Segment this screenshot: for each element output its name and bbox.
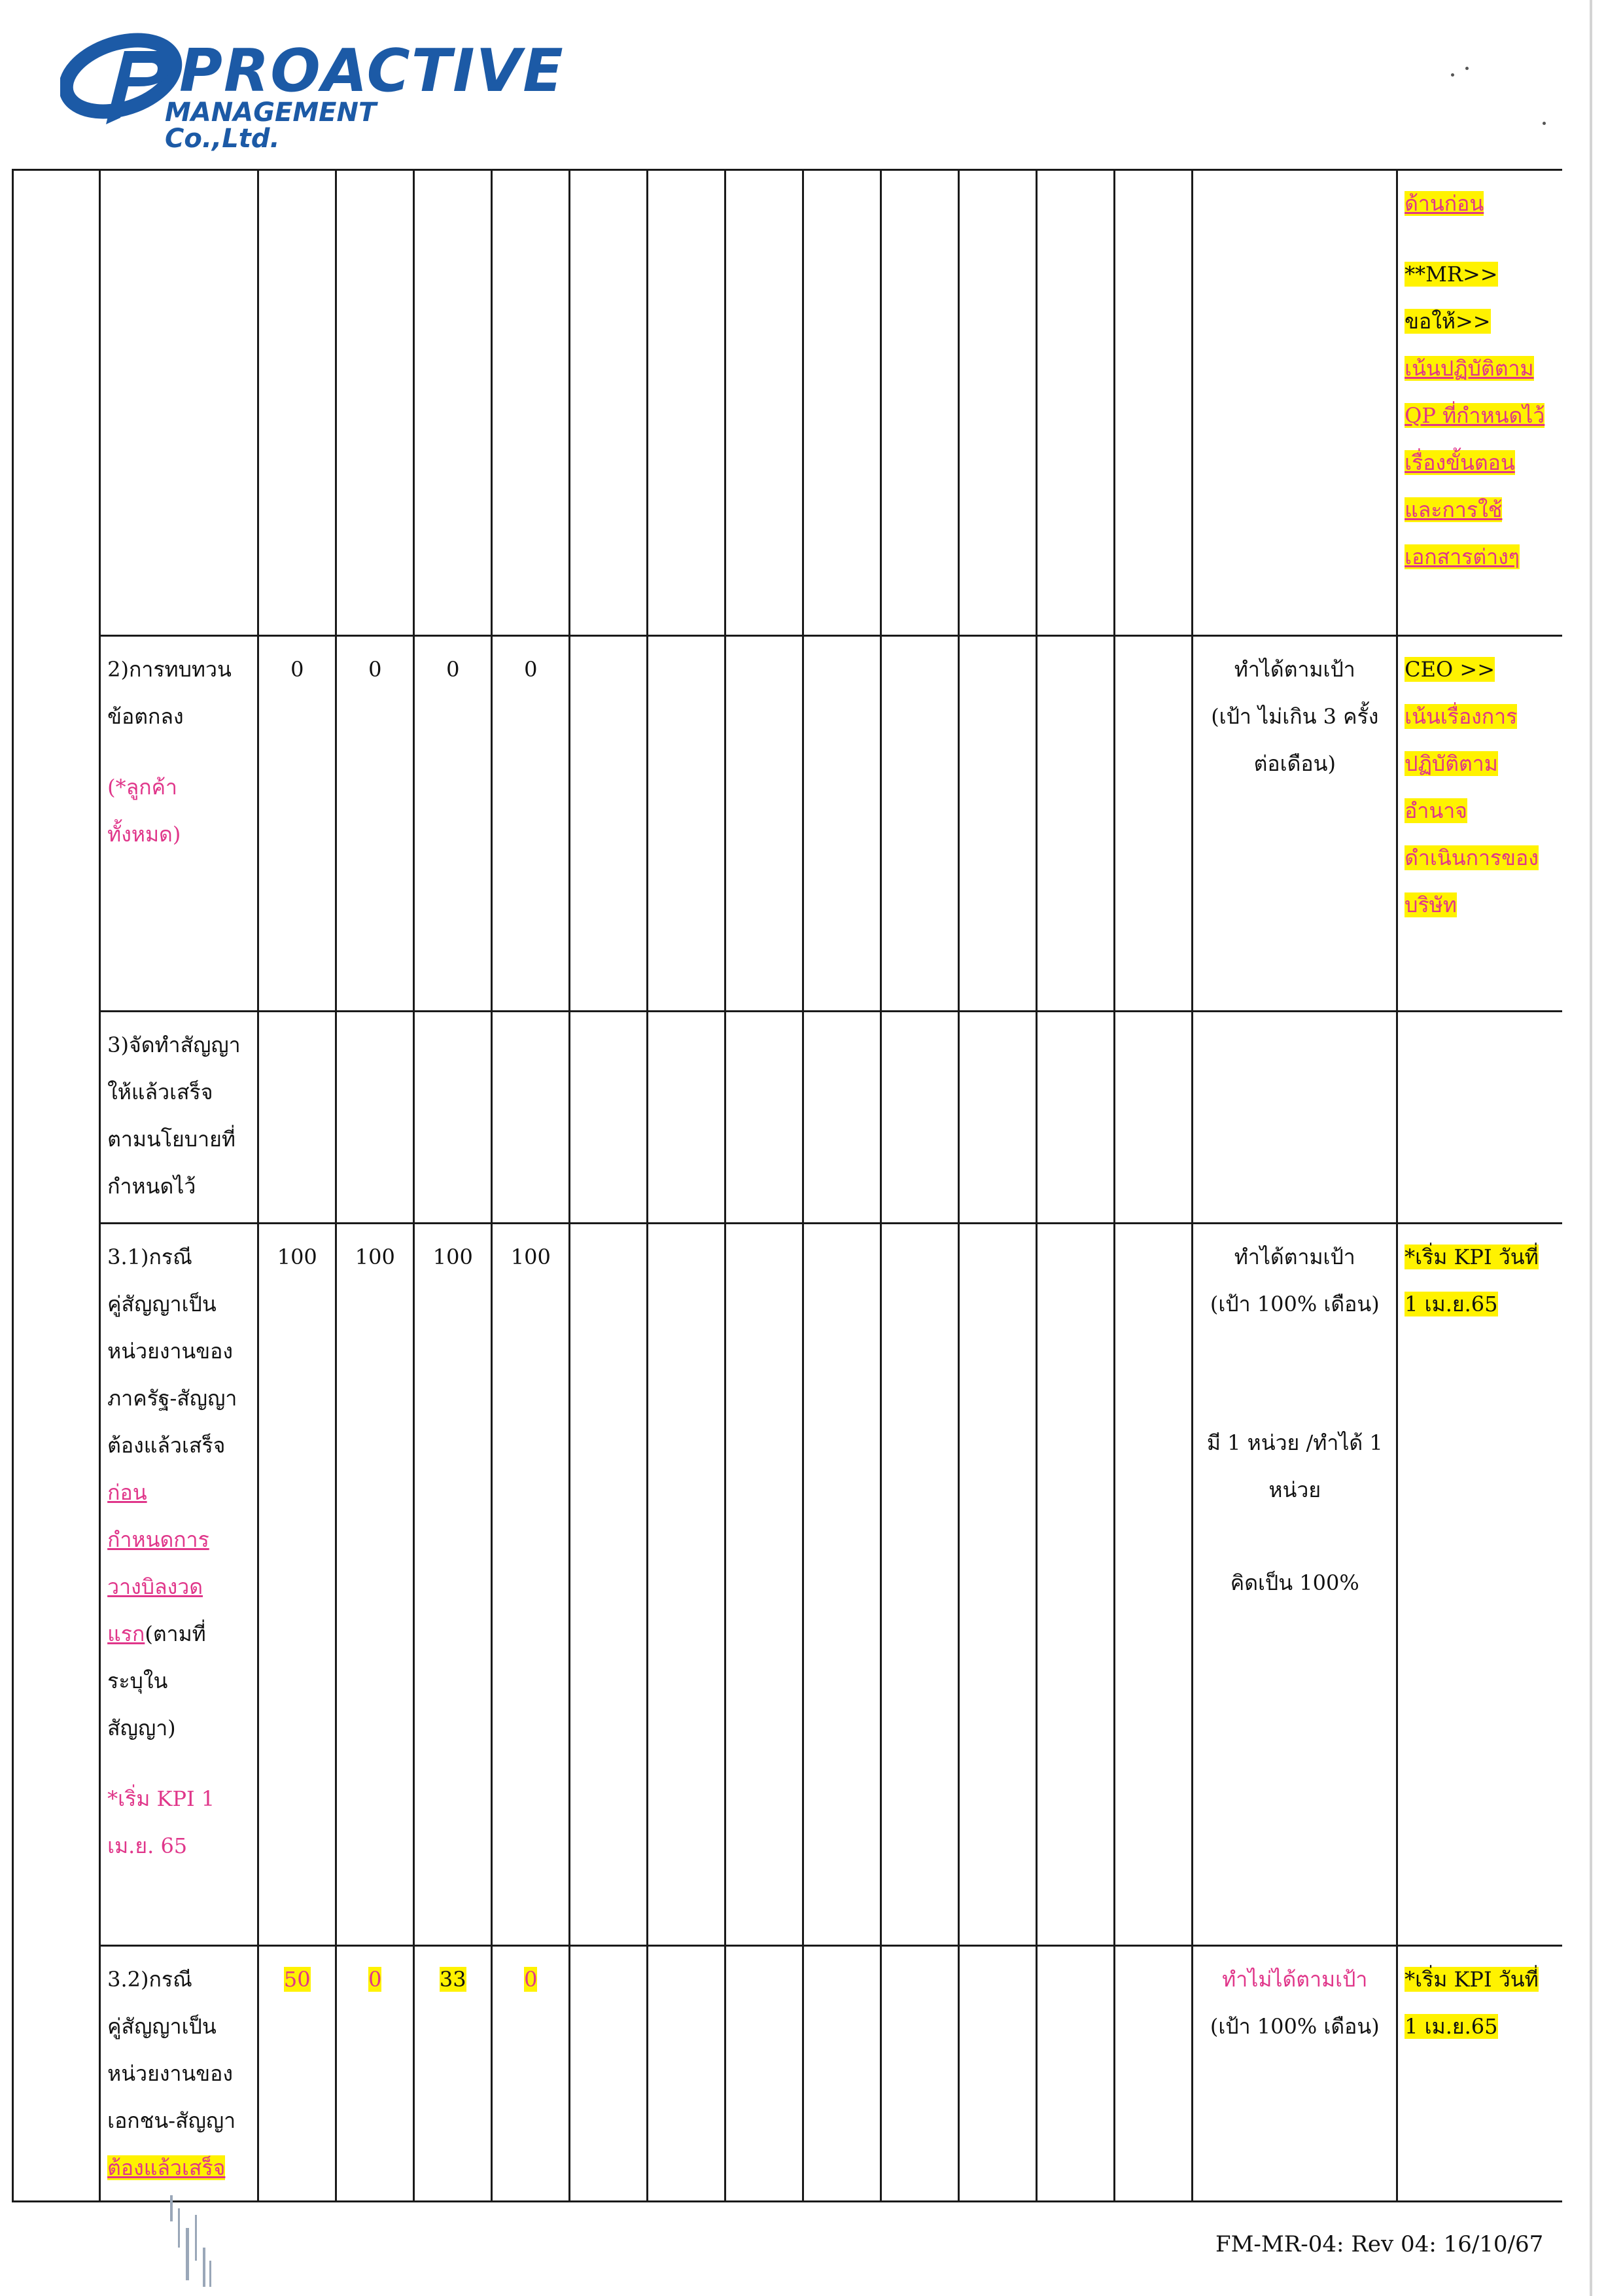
result-cell: ทำได้ตามเป้า (เป้า ไม่เกิน 3 ครั้ง ต่อเดือน) [1193, 636, 1397, 1012]
scan-dot [1451, 73, 1454, 77]
item-cell: 3.2)กรณี คู่สัญญาเป็น หน่วยงานของ เอกชน-สัญญา ต้องแล้วเสร็จ [100, 1946, 258, 2202]
remark-cell: CEO >> เน้นเรื่องการ ปฏิบัติตาม อำนาจ ดำเนินการของ บริษัท [1397, 636, 1562, 1012]
remark-cell: *เริ่ม KPI วันที่ 1 เม.ย.65 [1397, 1224, 1562, 1946]
form-code: FM-MR-04: Rev 04: 16/10/67 [1215, 2231, 1544, 2257]
result-cell: ทำได้ตามเป้า (เป้า 100% เดือน) มี 1 หน่วย /ทำได้ 1 หน่วย คิดเป็น 100% [1193, 1224, 1397, 1946]
scan-artifact [164, 2189, 222, 2293]
page-edge [1590, 0, 1592, 2296]
remark-cell: ด้านก่อน **MR>> ขอให้>> เน้นปฏิบัติตาม QP ที่กำหนดไว้ เรื่องขั้นตอน และการใช้ เอกสารต่างๆ [1397, 170, 1562, 636]
table-row: 3.1)กรณี คู่สัญญาเป็น หน่วยงานของ ภาครัฐ-สัญญา ต้องแล้วเสร็จ ก่อน กำหนดการ วางบิลงวด แรก(ตามที่ ระบุใน สัญญา) *เริ่ม KPI 1 เม.ย. 65 100 100 100 100 ทำได้ตามเป้า (เป้า 100% เดือน) มี 1 หน่วย /ทำได้ 1 หน่วย คิดเป็น 100% *เริ่ม KPI วันที่ 1 เม.ย.65 [13, 1224, 1563, 1946]
item-cell: 3)จัดทำสัญญา ให้แล้วเสร็จ ตามนโยบายที่ กำหนดไว้ [100, 1012, 258, 1224]
remark-cell: *เริ่ม KPI วันที่ 1 เม.ย.65 [1397, 1946, 1562, 2202]
table-row [13, 1012, 1563, 1224]
table-row: 3.2)กรณี คู่สัญญาเป็น หน่วยงานของ เอกชน-สัญญา ต้องแล้วเสร็จ 50 0 33 0 ทำไม่ได้ตามเป้า (เป้า 100% เดือน) *เริ่ม KPI วันที่ 1 เม.ย.65 [13, 1946, 1563, 2202]
result-cell: ทำไม่ได้ตามเป้า (เป้า 100% เดือน) [1193, 1946, 1397, 2202]
item-cell: 3.1)กรณี คู่สัญญาเป็น หน่วยงานของ ภาครัฐ-สัญญา ต้องแล้วเสร็จ ก่อน กำหนดการ วางบิลงวด แรก(ตามที่ ระบุใน สัญญา) *เริ่ม KPI 1 เม.ย. 65 [100, 1224, 258, 1946]
logo-subtitle: MANAGEMENT Co.,Ltd. [165, 97, 377, 154]
item-cell: 2)การทบทวน ข้อตกลง (*ลูกค้า ทั้งหมด) [100, 636, 258, 1012]
table-row: 2)การทบทวน ข้อตกลง (*ลูกค้า ทั้งหมด) 0 0 0 0 ทำได้ตามเป้า (เป้า ไม่เกิน 3 ครั้ง ต่อเดือน) CEO >> เน้นเรื่องการ ปฏิบัติตาม อำนาจ ดำเนินการของ บริษัท [13, 636, 1563, 1012]
scan-dot [1543, 122, 1546, 125]
company-logo [60, 26, 565, 154]
kpi-table [12, 169, 1562, 2202]
logo-name: PROACTIVE [179, 37, 565, 105]
index-cell [13, 170, 100, 2202]
scan-dot [1465, 67, 1469, 70]
table-row [13, 170, 1563, 636]
